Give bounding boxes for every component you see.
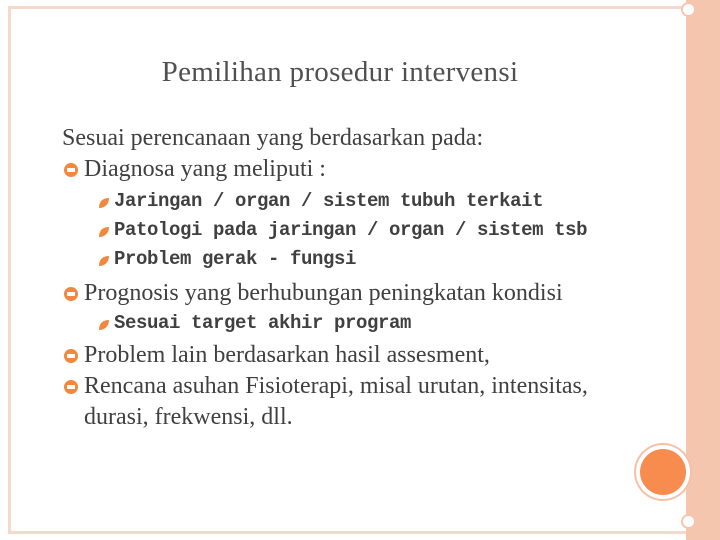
bullet-text: Rencana asuhan Fisioterapi, misal urutan, intensitas, xyxy=(84,373,588,399)
leaf-bullet-icon xyxy=(98,226,110,238)
intro-text: Sesuai perencanaan yang berdasarkan pada: xyxy=(62,125,484,151)
sub-bullet-text: Jaringan / organ / sistem tubuh terkait xyxy=(114,190,544,212)
bullet-item xyxy=(62,371,682,402)
sub-bullet-text: Patologi pada jaringan / organ / sistem tsb xyxy=(114,219,588,241)
bullet-icon xyxy=(64,287,78,301)
bullet-text: Diagnosa yang meliputi : xyxy=(84,156,326,182)
sub-bullet-item xyxy=(62,216,682,245)
sub-bullet-text: Sesuai target akhir program xyxy=(114,312,412,334)
decor-circle-top xyxy=(681,2,696,17)
decor-circle-orange xyxy=(640,449,686,495)
sub-bullet-text: Problem gerak - fungsi xyxy=(114,248,357,270)
decor-circle-bottom xyxy=(681,514,696,529)
bullet-item xyxy=(62,340,682,371)
sub-bullet-item xyxy=(62,187,682,216)
bullet-text: Problem lain berdasarkan hasil assesment, xyxy=(84,342,490,368)
leaf-bullet-icon xyxy=(98,255,110,267)
leaf-bullet-icon xyxy=(98,319,110,331)
slide-title: Pemilihan prosedur intervensi xyxy=(161,56,519,88)
sub-bullet-item xyxy=(62,309,682,338)
bullet-icon xyxy=(64,380,78,394)
bullet-icon xyxy=(64,349,78,363)
bullet-icon xyxy=(64,163,78,177)
slide-content xyxy=(62,123,682,433)
bullet-item xyxy=(62,154,682,185)
leaf-bullet-icon xyxy=(98,197,110,209)
bullet-continuation: durasi, frekwensi, dll. xyxy=(84,404,293,430)
bullet-item xyxy=(62,278,682,309)
sub-bullet-item xyxy=(62,245,682,274)
bullet-text: Prognosis yang berhubungan peningkatan kondisi xyxy=(84,280,563,306)
decor-line xyxy=(694,0,720,540)
